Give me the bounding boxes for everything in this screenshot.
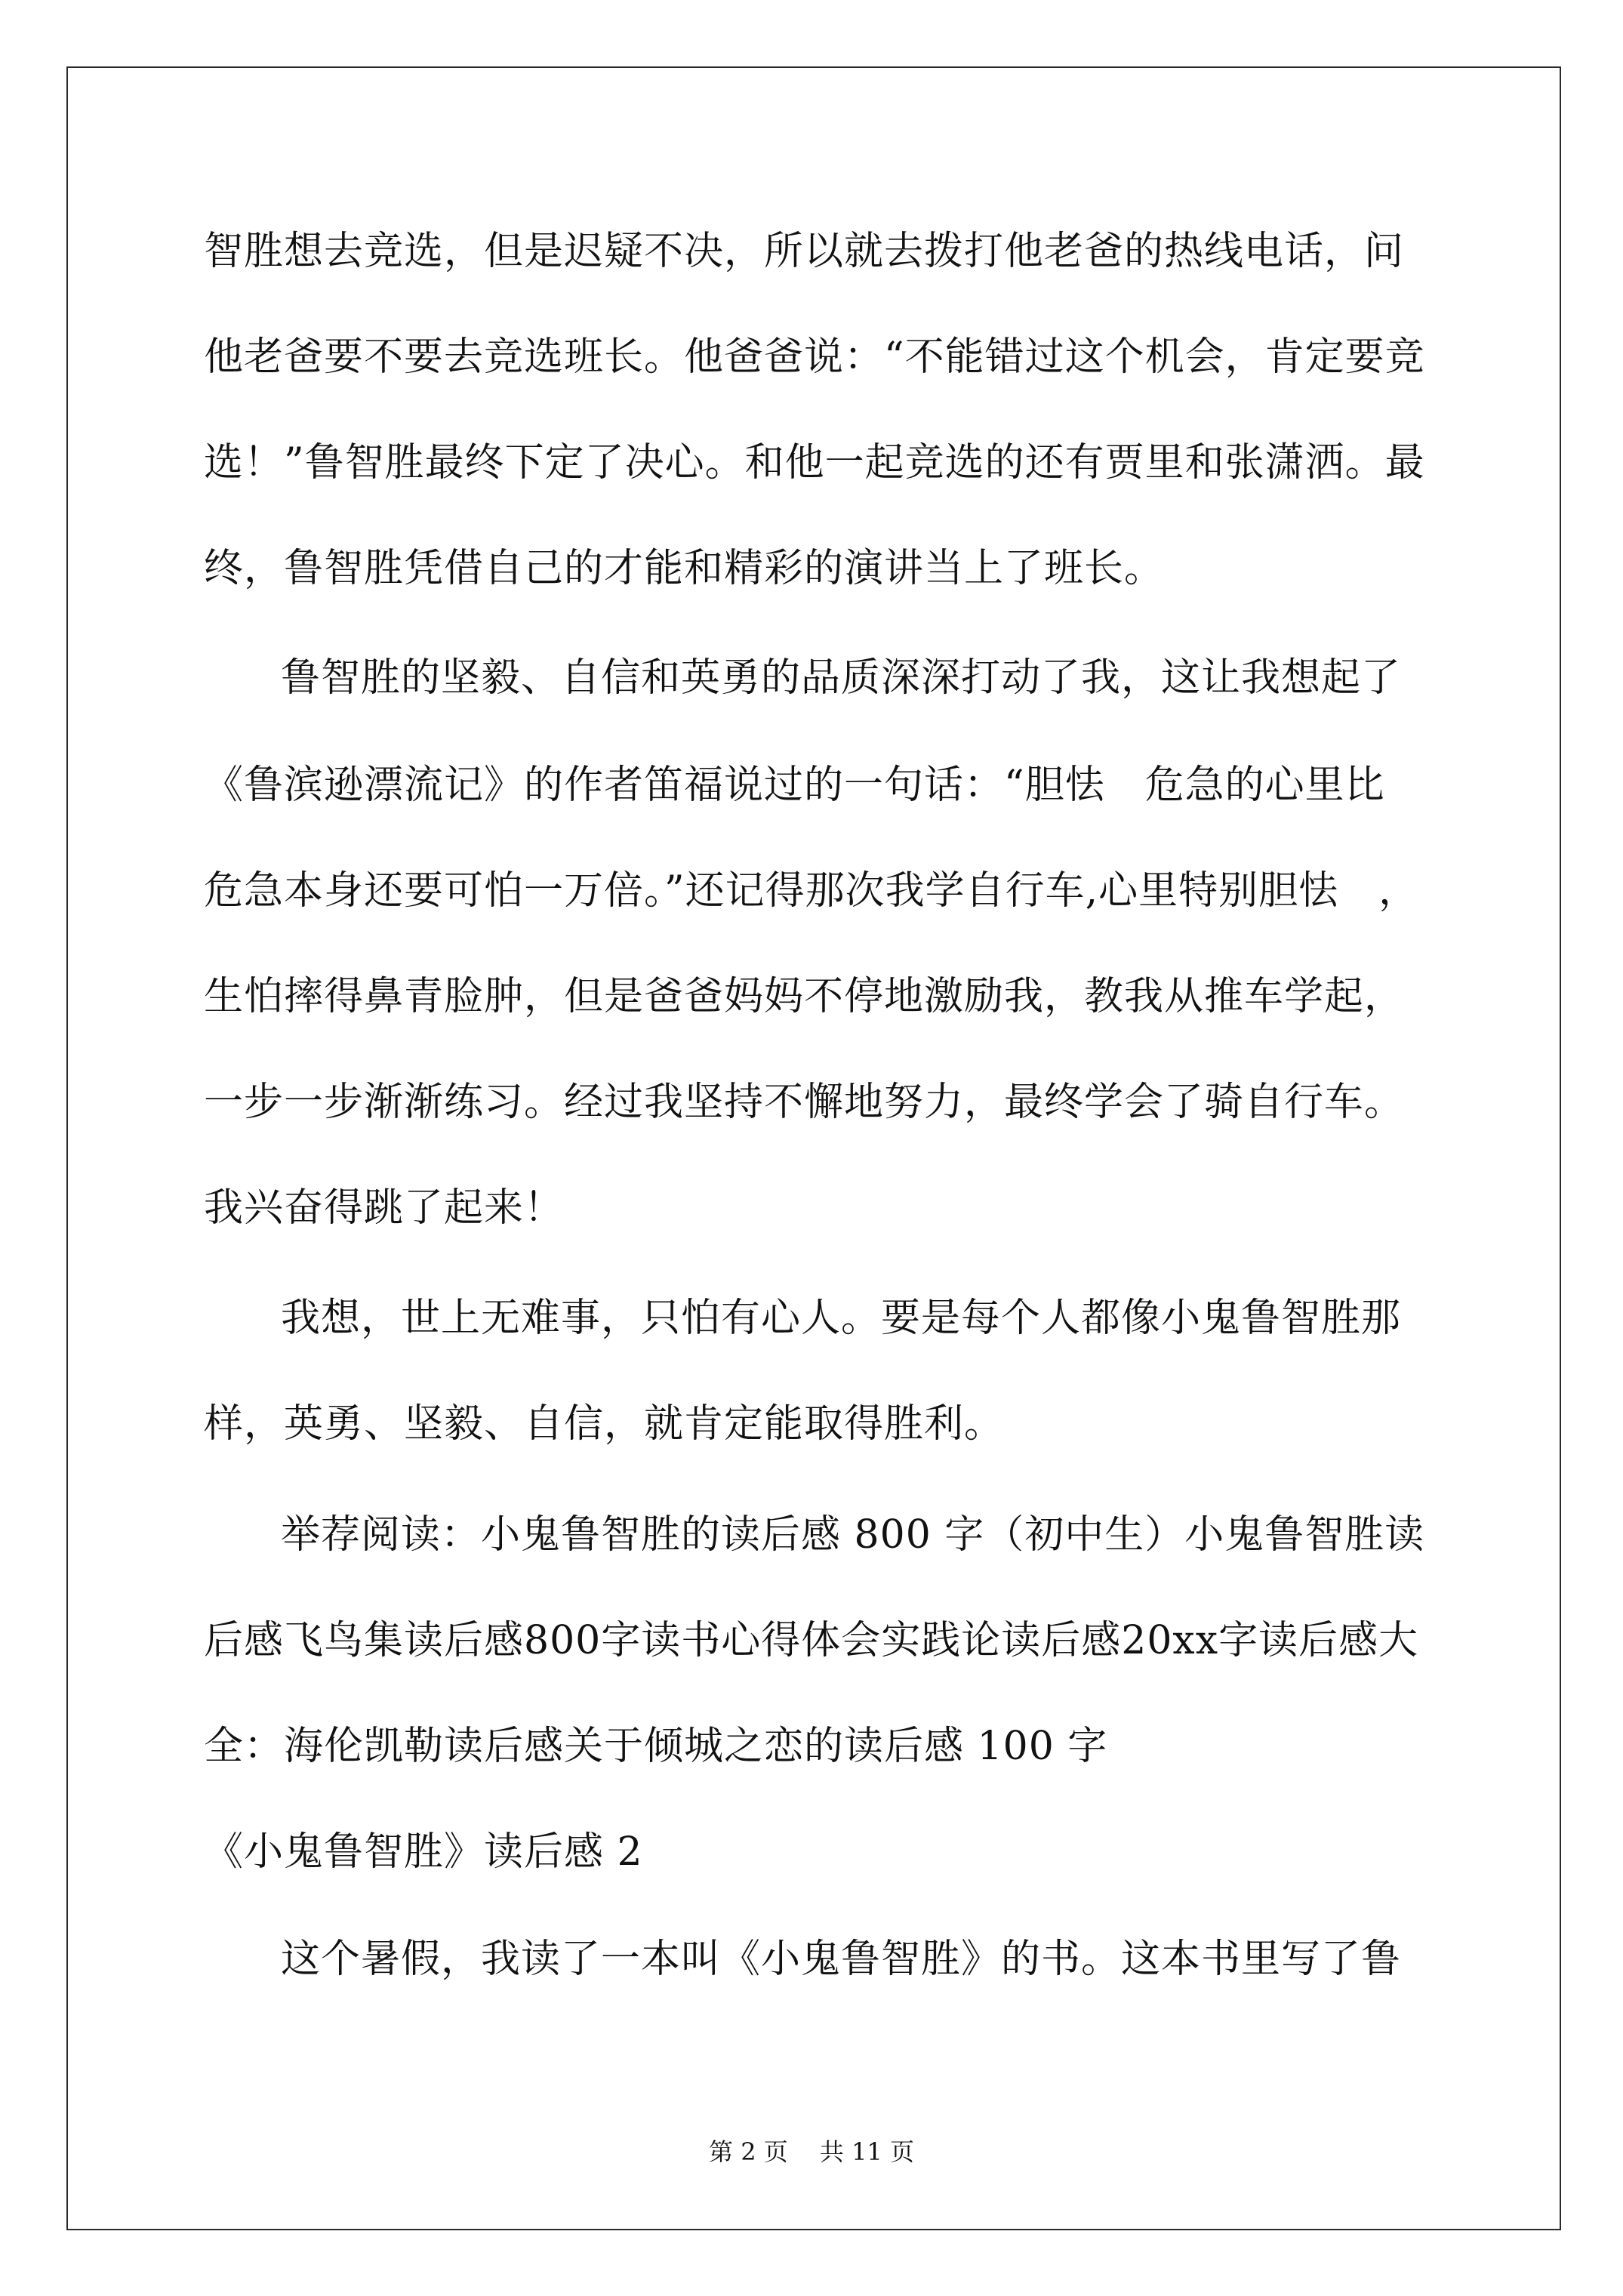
text-line: 生怕摔得鼻青脸肿，但是爸爸妈妈不停地激励我，教我从推车学起， bbox=[204, 974, 1405, 1019]
text-line: 举荐阅读：小鬼鲁智胜的读后感 800 字（初中生）小鬼鲁智胜读 bbox=[281, 1512, 1425, 1558]
text-line: 《鲁滨逊漂流记》的作者笛福说过的一句话：“胆怯 危急的心里比 bbox=[204, 763, 1385, 808]
text-line: 危急本身还要可怕一万倍。”还记得那次我学自行车,心里特别胆怯 ， bbox=[204, 868, 1419, 914]
text-line: 一步一步渐渐练习。经过我坚持不懈地努力，最终学会了骑自行车。 bbox=[204, 1080, 1405, 1125]
text-line: 选！”鲁智胜最终下定了决心。和他一起竞选的还有贾里和张潇洒。最 bbox=[204, 440, 1425, 485]
text-line: 全：海伦凯勒读后感关于倾城之恋的读后感 100 字 bbox=[204, 1724, 1108, 1769]
page-border bbox=[66, 66, 1561, 2230]
page-number-footer: 第 2 页 共 11 页 bbox=[709, 2137, 914, 2166]
text-line: 鲁智胜的坚毅、自信和英勇的品质深深打动了我，这让我想起了 bbox=[281, 655, 1402, 701]
text-line: 我兴奋得跳了起来！ bbox=[204, 1185, 565, 1231]
text-line: 这个暑假，我读了一本叫《小鬼鲁智胜》的书。这本书里写了鲁 bbox=[281, 1937, 1402, 1982]
text-line: 终，鲁智胜凭借自己的才能和精彩的演讲当上了班长。 bbox=[204, 546, 1165, 591]
text-line: 后感飞鸟集读后感800字读书心得体会实践论读后感20xx字读后感大 bbox=[204, 1618, 1419, 1663]
text-line: 我想，世上无难事，只怕有心人。要是每个人都像小鬼鲁智胜那 bbox=[281, 1296, 1402, 1341]
text-line: 智胜想去竞选，但是迟疑不决，所以就去拨打他老爸的热线电话，问 bbox=[204, 229, 1405, 274]
section-heading: 《小鬼鲁智胜》读后感 2 bbox=[204, 1829, 643, 1875]
text-line: 样，英勇、坚毅、自信，就肯定能取得胜利。 bbox=[204, 1401, 1005, 1447]
text-line: 他老爸要不要去竞选班长。他爸爸说：“不能错过这个机会，肯定要竞 bbox=[204, 334, 1425, 380]
